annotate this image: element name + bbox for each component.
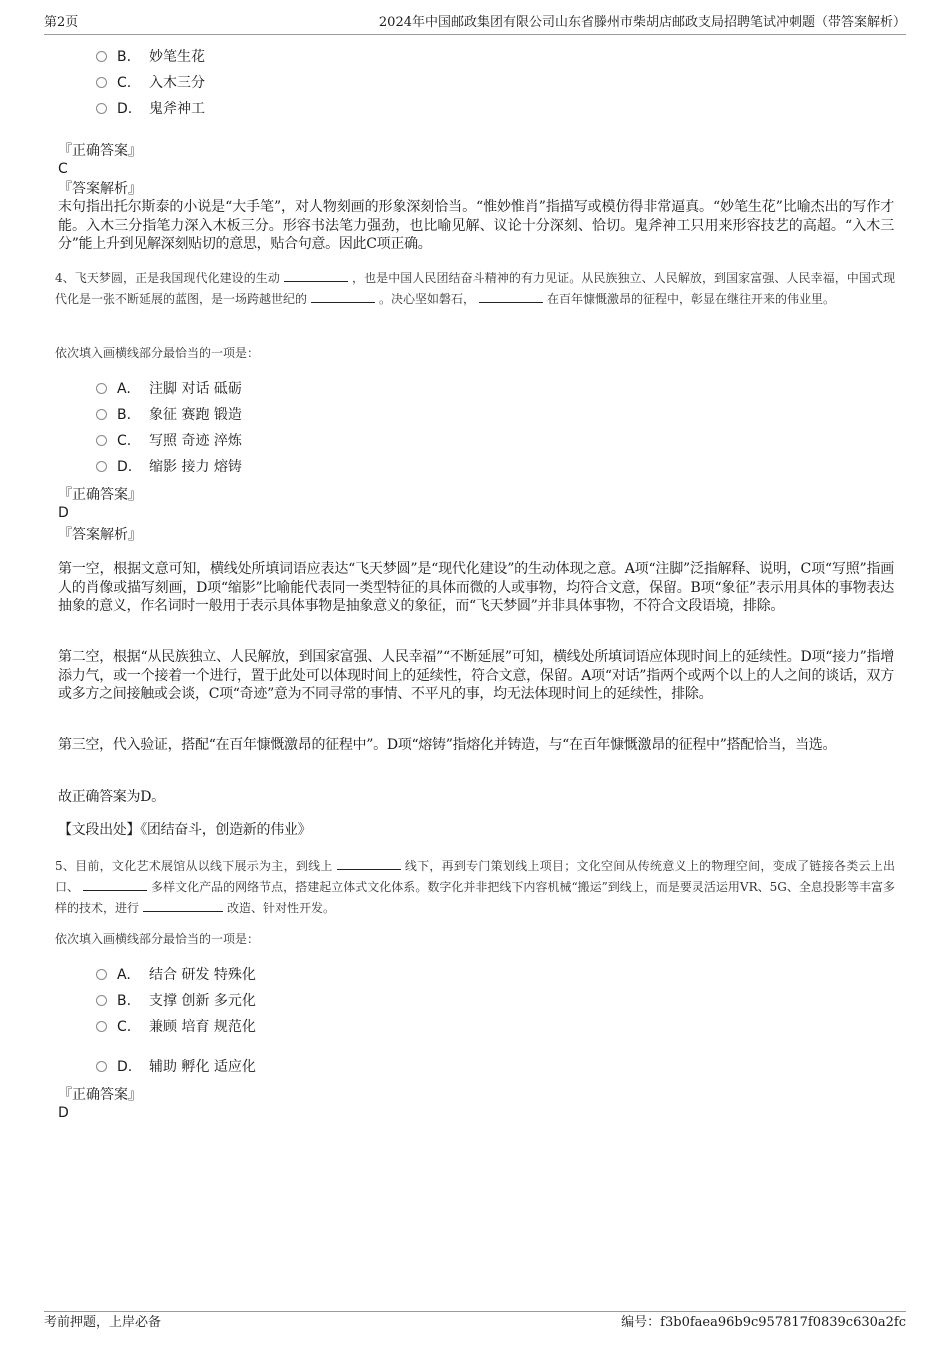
blank-line (311, 290, 375, 303)
document-title: 2024年中国邮政集团有限公司山东省滕州市柴胡店邮政支局招聘笔试冲刺题（带答案解析） (378, 15, 906, 30)
q3-option-d[interactable]: D. 鬼斧神工 (96, 99, 205, 119)
radio-icon[interactable] (96, 435, 107, 446)
blank-line (83, 878, 147, 891)
radio-icon[interactable] (96, 1061, 107, 1072)
q4-source: 【文段出处】《团结奋斗，创造新的伟业》 (58, 822, 312, 838)
q4-question-text: 4、飞天梦圆，正是我国现代化建设的生动 ，也是中国人民团结奋斗精神的有力见证。从民族独立、人民解放，到国家富强、人民幸福，中国式现代化是一张不断延展的蓝图，是一场跨越世纪的 。决心坚如磐石， 在百年慷慨激昂的征程中，彰显在继往开来的伟业里。 (55, 271, 895, 306)
q5-option-a[interactable]: A. 结合 研发 特殊化 (96, 965, 256, 985)
q4-option-d[interactable]: D. 缩影 接力 熔铸 (96, 457, 242, 477)
q5-question-text: 5、目前，文化艺术展馆从以线下展示为主，到线上 线下，再到专门策划线上项目；文化空间从传统意义上的物理空间，变成了链接各类云上出口、 多样文化产品的网络节点，搭建起立体式文化体系。数字化并非把线下内容机械“搬运”到线上，而是要灵活运用VR、5G、全息投影等丰富多样的技术，进行 改造、针对性开发。 (55, 859, 895, 915)
q5-option-d[interactable]: D. 辅助 孵化 适应化 (96, 1057, 256, 1077)
radio-icon[interactable] (96, 969, 107, 980)
q4-option-b[interactable]: B. 象征 赛跑 锻造 (96, 405, 242, 425)
footer-divider (44, 1311, 906, 1313)
q4-instruction: 依次填入画横线部分最恰当的一项是： (55, 346, 260, 360)
blank-line (143, 899, 223, 912)
q3-option-b[interactable]: B. 妙笔生花 (96, 47, 205, 67)
radio-icon[interactable] (96, 409, 107, 420)
q5-instruction: 依次填入画横线部分最恰当的一项是： (55, 932, 260, 946)
radio-icon[interactable] (96, 103, 107, 114)
blank-line (479, 290, 543, 303)
blank-line (284, 269, 348, 282)
q4-answer: D (58, 505, 69, 521)
q3-analysis-label: 『答案解析』 (58, 181, 142, 197)
q5-option-b[interactable]: B. 支撑 创新 多元化 (96, 991, 256, 1011)
radio-icon[interactable] (96, 995, 107, 1006)
q4-analysis-paragraph-2: 第二空，根据“从民族独立、人民解放，到国家富强、人民幸福”“不断延展”可知，横线处所填词语应体现时间上的延续性。D项“接力”指增添力气，或一个接着一个进行，置于此处可以体现时间上的延续性，符合文意，保留。A项“对话”指两个或两个以上的人之间的谈话，双方或多方之间接触或会谈，C项“奇迹”意为不同寻常的事情、不平凡的事，均无法体现时间上的延续性，排除。 (58, 649, 894, 702)
q3-analysis: 末句指出托尔斯泰的小说是“大手笔”，对人物刻画的形象深刻恰当。“惟妙惟肖”指描写或模仿得非常逼真。“妙笔生花”比喻杰出的写作才能。入木三分指笔力深入木板三分。形容书法笔力强劲，也比喻见解、议论十分深刻、恰切。鬼斧神工只用来形容技艺的高超。“入木三分”能上升到见解深刻贴切的意思，贴合句意。因此C项正确。 (58, 199, 894, 252)
page-number: 第2页 (44, 15, 79, 30)
radio-icon[interactable] (96, 383, 107, 394)
q5-answer: D (58, 1105, 69, 1121)
q4-option-c[interactable]: C. 写照 奇迹 淬炼 (96, 431, 242, 451)
q5-answer-label: 『正确答案』 (58, 1087, 142, 1103)
q4-analysis-label: 『答案解析』 (58, 527, 142, 543)
q4-option-a[interactable]: A. 注脚 对话 砥砺 (96, 379, 242, 399)
page-header (44, 14, 906, 35)
radio-icon[interactable] (96, 461, 107, 472)
q4-analysis-paragraph-1: 第一空，根据文意可知，横线处所填词语应表达“飞天梦圆”是“现代化建设”的生动体现之意。A项“注脚”泛指解释、说明，C项“写照”指画人的肖像或描写刻画，D项“缩影”比喻能代表同一类型特征的具体而微的人或事物，均符合文意，保留。B项“象征”表示用具体的事物表达抽象的意义，作名词时一般用于表示具体事物是抽象意义的象征，而“飞天梦圆”并非具体事物，不符合文段语境，排除。 (58, 561, 894, 614)
radio-icon[interactable] (96, 1021, 107, 1032)
q3-answer: C (58, 161, 68, 177)
footer-slogan: 考前押题，上岸必备 (44, 1315, 162, 1330)
footer-serial-number: 编号：f3b0faea96b9c957817f0839c630a2fc (621, 1315, 906, 1330)
blank-line (337, 857, 401, 870)
q4-analysis-conclusion: 故正确答案为D。 (58, 789, 165, 805)
q4-analysis-paragraph-3: 第三空，代入验证，搭配“在百年慷慨激昂的征程中”。D项“熔铸”指熔化并铸造，与“在百年慷慨激昂的征程中”搭配恰当，当选。 (58, 737, 837, 753)
q5-option-c[interactable]: C. 兼顾 培育 规范化 (96, 1017, 256, 1037)
q3-option-c[interactable]: C. 入木三分 (96, 73, 205, 93)
q3-answer-label: 『正确答案』 (58, 143, 142, 159)
radio-icon[interactable] (96, 51, 107, 62)
radio-icon[interactable] (96, 77, 107, 88)
q4-answer-label: 『正确答案』 (58, 487, 142, 503)
